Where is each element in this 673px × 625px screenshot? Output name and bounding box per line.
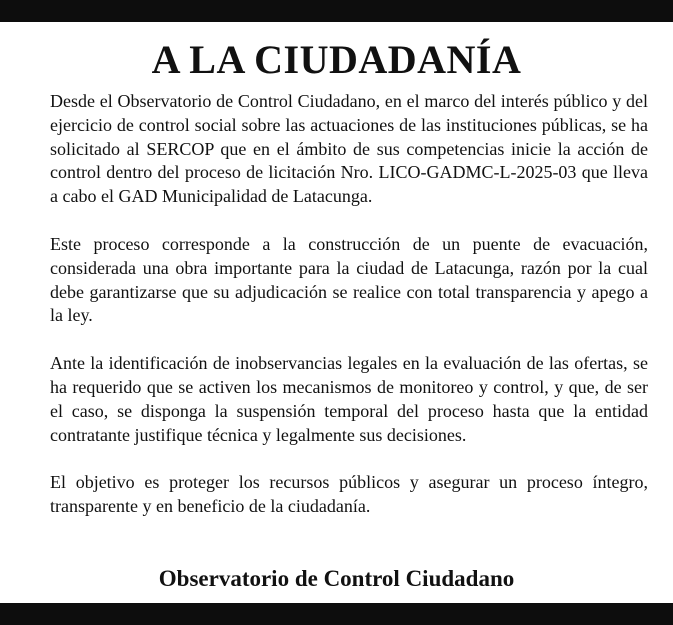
paragraph-project: Este proceso corresponde a la construcción de un puente de evacuación, considerada una obra importante para la ciudad de Latacunga, razón por la cual debe garantizarse que su adjudicación se realice con total transparencia y apego a la ley. [50,233,648,326]
notice-title: A LA CIUDADANÍA [151,37,522,82]
signature: Observatorio de Control Ciudadano [158,566,515,591]
paragraph-objective: El objetivo es proteger los recursos públicos y asegurar un proceso íntegro, transparente y en beneficio de la ciudadanía. [50,472,648,517]
paragraph-request: Ante la identificación de inobservancias legales en la evaluación de las ofertas, se ha requerido que se activen los mecanismos de monitoreo y control, y que, de ser el caso, se disponga la suspensión temporal del proceso hasta que la entidad contratante justifique técnica y legalmente sus decisiones. [50,353,648,445]
bottom-border-bar [0,603,673,625]
top-border-bar [0,0,673,22]
paragraph-intro: Desde el Observatorio de Control Ciudadano, en el marco del interés público y del ejercicio de control social sobre las actuaciones de las instituciones públicas, se ha solicitado al SERCOP que en el ámbito de sus competencias inicie la acción de control dentro del proceso de licitación Nro. LICO-GADMC-L-2025-03 que lleva a cabo el GAD Municipalidad de Latacunga. [50,91,648,207]
notice-body [50,90,648,543]
